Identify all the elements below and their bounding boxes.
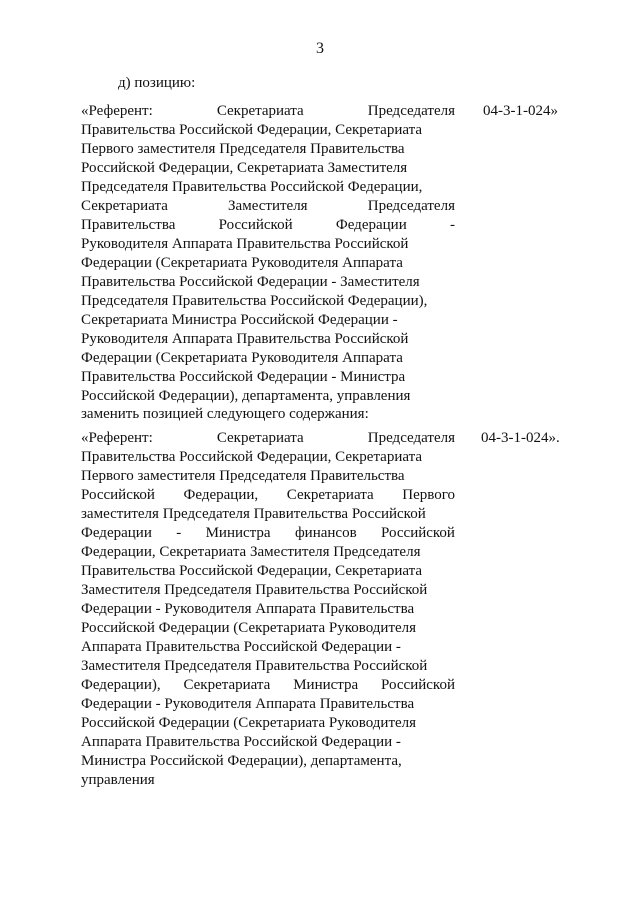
text-line bbox=[81, 638, 455, 657]
replace-instruction: заменить позицией следующего содержания: bbox=[81, 406, 369, 422]
text-line bbox=[81, 368, 455, 387]
text-line bbox=[81, 178, 455, 197]
text-line bbox=[81, 159, 455, 178]
text-line bbox=[81, 429, 455, 448]
text-word: Федерации), bbox=[81, 677, 161, 693]
text-word: Заместителя Председателя Правительства Российской bbox=[81, 582, 428, 598]
text-word: Министра Российской Федерации), департамента, bbox=[81, 753, 402, 769]
text-line bbox=[81, 121, 455, 140]
text-word: Председателя bbox=[367, 198, 455, 214]
intro-text: д) позицию: bbox=[118, 75, 196, 91]
text-word: Секретариата bbox=[216, 430, 304, 446]
text-word: Председателя bbox=[367, 430, 455, 446]
text-word: Федерации bbox=[81, 525, 152, 541]
text-word: Российской bbox=[81, 487, 155, 503]
text-word: Первого заместителя Председателя Правительства bbox=[81, 141, 405, 157]
text-word: Федерации (Секретариата Руководителя Аппарата bbox=[81, 255, 403, 271]
text-line bbox=[81, 657, 455, 676]
text-word: Председателя Правительства Российской Федерации), bbox=[81, 293, 428, 309]
text-word: Правительства Российской Федерации - Министра bbox=[81, 369, 406, 385]
text-line bbox=[81, 505, 455, 524]
text-word: Федерации, bbox=[183, 487, 259, 503]
text-line bbox=[81, 292, 455, 311]
text-line bbox=[81, 600, 455, 619]
text-word: Федерации (Секретариата Руководителя Аппарата bbox=[81, 350, 403, 366]
text-word: Секретариата bbox=[286, 487, 374, 503]
text-line bbox=[81, 619, 455, 638]
text-line bbox=[81, 216, 455, 235]
text-line bbox=[81, 562, 455, 581]
new-position-code: 04-3-1-024». bbox=[481, 430, 560, 446]
text-line bbox=[81, 102, 455, 121]
text-word: Правительства Российской Федерации - Заместителя bbox=[81, 274, 420, 290]
text-word: Российской Федерации (Секретариата Руководителя bbox=[81, 620, 417, 636]
text-word: Российской Федерации), департамента, управления bbox=[81, 388, 411, 404]
text-word: Руководителя Аппарата Правительства Российской bbox=[81, 236, 409, 252]
text-line bbox=[81, 235, 455, 254]
text-word: Министра bbox=[205, 525, 271, 541]
text-word: Заместителя Председателя Правительства Российской bbox=[81, 658, 428, 674]
text-word: Секретариата bbox=[81, 198, 168, 214]
text-word: Руководителя Аппарата Правительства Российской bbox=[81, 331, 409, 347]
text-line bbox=[81, 695, 455, 714]
old-position-code: 04-3-1-024» bbox=[483, 103, 558, 119]
text-line bbox=[81, 524, 455, 543]
text-word: Российской bbox=[218, 217, 293, 233]
text-line bbox=[81, 311, 455, 330]
text-line bbox=[81, 714, 455, 733]
old-position-text bbox=[81, 102, 455, 406]
text-word: Федерации - Руководителя Аппарата Правительства bbox=[81, 696, 415, 712]
text-line bbox=[81, 676, 455, 695]
text-line bbox=[81, 543, 455, 562]
text-word: Правительства Российской Федерации, Секретариата bbox=[81, 563, 423, 579]
text-line bbox=[81, 467, 455, 486]
text-word: Российской Федерации, Секретариата Заместителя bbox=[81, 160, 408, 176]
text-line bbox=[81, 330, 455, 349]
text-word: Правительства Российской Федерации, Секретариата bbox=[81, 122, 423, 138]
text-word: Первого bbox=[402, 487, 455, 503]
text-line bbox=[81, 197, 455, 216]
text-word: Секретариата bbox=[183, 677, 271, 693]
text-word: Федерации - Руководителя Аппарата Правительства bbox=[81, 601, 415, 617]
text-word: Российской bbox=[381, 525, 455, 541]
text-word: Российской Федерации (Секретариата Руководителя bbox=[81, 715, 417, 731]
text-word: управления bbox=[81, 772, 155, 788]
text-word: - bbox=[176, 525, 182, 541]
text-word: Заместителя bbox=[228, 198, 308, 214]
new-position-text bbox=[81, 429, 455, 790]
text-word: заместителя Председателя Правительства Российской bbox=[81, 506, 426, 522]
text-word: Федерации bbox=[335, 217, 407, 233]
text-word: Секретариата bbox=[216, 103, 304, 119]
text-word: - bbox=[449, 217, 455, 233]
text-line bbox=[81, 448, 455, 467]
text-word: Правительства bbox=[81, 217, 176, 233]
text-line bbox=[81, 486, 455, 505]
text-word: финансов bbox=[294, 525, 357, 541]
text-line bbox=[81, 273, 455, 292]
text-word: Министра bbox=[293, 677, 359, 693]
text-word: «Референт: bbox=[81, 430, 153, 446]
text-line bbox=[81, 387, 455, 406]
text-line bbox=[81, 254, 455, 273]
text-word: Первого заместителя Председателя Правительства bbox=[81, 468, 405, 484]
text-word: Правительства Российской Федерации, Секретариата bbox=[81, 449, 423, 465]
text-word: Аппарата Правительства Российской Федерации - bbox=[81, 639, 401, 655]
text-line bbox=[81, 581, 455, 600]
text-word: Председателя bbox=[367, 103, 455, 119]
text-word: Федерации, Секретариата Заместителя Председателя bbox=[81, 544, 421, 560]
text-word: Аппарата Правительства Российской Федерации - bbox=[81, 734, 401, 750]
text-line bbox=[81, 733, 455, 752]
text-line bbox=[81, 140, 455, 159]
text-word: Российской bbox=[381, 677, 455, 693]
text-line bbox=[81, 771, 455, 790]
text-word: Председателя Правительства Российской Федерации, bbox=[81, 179, 423, 195]
text-line bbox=[81, 349, 455, 368]
page-number: 3 bbox=[316, 40, 324, 57]
text-line bbox=[81, 752, 455, 771]
text-word: Секретариата Министра Российской Федерации - bbox=[81, 312, 398, 328]
text-word: «Референт: bbox=[81, 103, 153, 119]
